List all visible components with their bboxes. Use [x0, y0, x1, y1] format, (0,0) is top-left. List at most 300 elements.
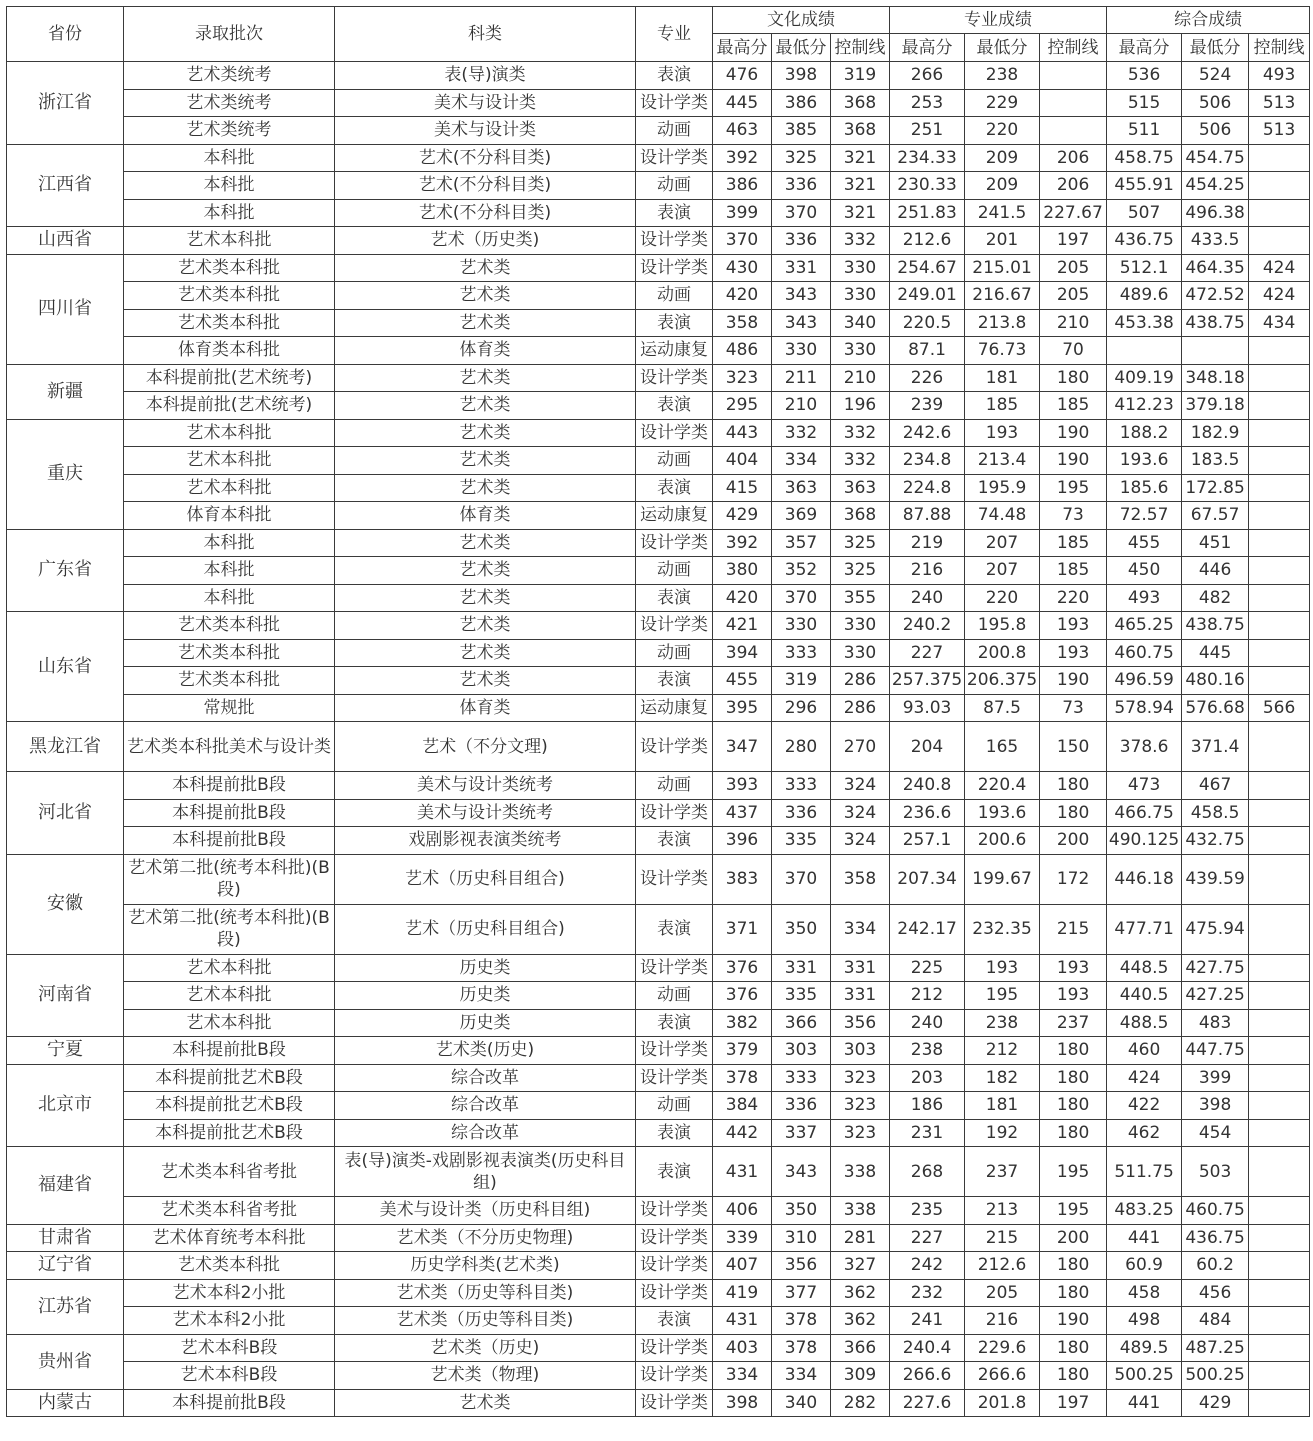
professional-min-cell: 193 — [965, 954, 1040, 982]
culture-max-cell: 398 — [713, 1389, 772, 1417]
professional-control-cell: 193 — [1040, 982, 1107, 1010]
major-cell: 设计学类 — [636, 1334, 713, 1362]
major-cell: 表演 — [636, 667, 713, 695]
professional-control-cell: 180 — [1040, 772, 1107, 800]
culture-min-cell: 211 — [772, 364, 831, 392]
table-row — [7, 474, 1310, 502]
header-composite-max: 最高分 — [1107, 34, 1182, 62]
composite-max-cell: 424 — [1107, 1064, 1182, 1092]
professional-control-cell: 197 — [1040, 1389, 1107, 1417]
professional-min-cell: 238 — [965, 62, 1040, 90]
major-cell: 设计学类 — [636, 254, 713, 282]
category-cell: 体育类 — [335, 337, 636, 365]
table-row — [7, 419, 1310, 447]
category-cell: 艺术（历史科目组合) — [335, 854, 636, 904]
composite-min-cell: 183.5 — [1182, 447, 1249, 475]
culture-max-cell: 443 — [713, 419, 772, 447]
culture-max-cell: 376 — [713, 954, 772, 982]
culture-min-cell: 333 — [772, 772, 831, 800]
major-cell: 表演 — [636, 827, 713, 855]
culture-control-cell: 324 — [831, 799, 890, 827]
province-cell: 浙江省 — [7, 62, 124, 145]
composite-control-cell: 513 — [1249, 117, 1310, 145]
composite-min-cell: 439.59 — [1182, 854, 1249, 904]
professional-control-cell: 180 — [1040, 364, 1107, 392]
professional-max-cell: 186 — [890, 1092, 965, 1120]
culture-min-cell: 210 — [772, 392, 831, 420]
province-cell: 山东省 — [7, 612, 124, 722]
culture-max-cell: 455 — [713, 667, 772, 695]
composite-control-cell — [1249, 1279, 1310, 1307]
major-cell: 设计学类 — [636, 1362, 713, 1390]
culture-control-cell: 321 — [831, 172, 890, 200]
batch-cell: 本科提前批B段 — [124, 827, 335, 855]
professional-min-cell: 216 — [965, 1307, 1040, 1335]
batch-cell: 艺术类本科批 — [124, 667, 335, 695]
batch-cell: 本科提前批艺术B段 — [124, 1092, 335, 1120]
table-row — [7, 1307, 1310, 1335]
composite-max-cell: 578.94 — [1107, 694, 1182, 722]
professional-min-cell: 205 — [965, 1279, 1040, 1307]
composite-min-cell: 451 — [1182, 529, 1249, 557]
table-row — [7, 392, 1310, 420]
composite-max-cell: 511.75 — [1107, 1147, 1182, 1197]
composite-control-cell — [1249, 982, 1310, 1010]
batch-cell: 艺术本科批 — [124, 982, 335, 1010]
header-culture-control: 控制线 — [831, 34, 890, 62]
professional-max-cell: 234.33 — [890, 144, 965, 172]
professional-control-cell: 180 — [1040, 1362, 1107, 1390]
professional-max-cell: 234.8 — [890, 447, 965, 475]
composite-control-cell — [1249, 667, 1310, 695]
major-cell: 设计学类 — [636, 799, 713, 827]
composite-max-cell: 458 — [1107, 1279, 1182, 1307]
province-cell: 安徽 — [7, 854, 124, 954]
professional-min-cell: 76.73 — [965, 337, 1040, 365]
table-row — [7, 529, 1310, 557]
batch-cell: 艺术本科2小批 — [124, 1279, 335, 1307]
professional-control-cell: 180 — [1040, 1279, 1107, 1307]
professional-control-cell: 73 — [1040, 502, 1107, 530]
culture-min-cell: 370 — [772, 584, 831, 612]
culture-max-cell: 407 — [713, 1252, 772, 1280]
professional-max-cell: 240.8 — [890, 772, 965, 800]
culture-max-cell: 394 — [713, 639, 772, 667]
composite-min-cell: 480.16 — [1182, 667, 1249, 695]
category-cell: 历史学科类(艺术类) — [335, 1252, 636, 1280]
composite-max-cell — [1107, 337, 1182, 365]
professional-max-cell: 219 — [890, 529, 965, 557]
composite-control-cell — [1249, 1064, 1310, 1092]
professional-max-cell: 224.8 — [890, 474, 965, 502]
composite-max-cell: 496.59 — [1107, 667, 1182, 695]
category-cell: 艺术类（不分历史物理) — [335, 1224, 636, 1252]
composite-control-cell — [1249, 392, 1310, 420]
professional-max-cell: 266.6 — [890, 1362, 965, 1390]
composite-min-cell: 398 — [1182, 1092, 1249, 1120]
culture-control-cell: 362 — [831, 1279, 890, 1307]
professional-control-cell: 185 — [1040, 557, 1107, 585]
composite-control-cell — [1249, 199, 1310, 227]
composite-max-cell: 473 — [1107, 772, 1182, 800]
table-row — [7, 954, 1310, 982]
culture-max-cell: 486 — [713, 337, 772, 365]
composite-min-cell: 447.75 — [1182, 1037, 1249, 1065]
batch-cell: 本科提前批B段 — [124, 799, 335, 827]
composite-min-cell: 506 — [1182, 89, 1249, 117]
culture-max-cell: 379 — [713, 1037, 772, 1065]
culture-max-cell: 419 — [713, 1279, 772, 1307]
category-cell: 艺术(不分科目类) — [335, 199, 636, 227]
category-cell: 美术与设计类（历史科目组) — [335, 1197, 636, 1225]
composite-control-cell — [1249, 722, 1310, 772]
culture-min-cell: 330 — [772, 612, 831, 640]
culture-control-cell: 334 — [831, 904, 890, 954]
batch-cell: 本科批 — [124, 529, 335, 557]
professional-control-cell: 180 — [1040, 1334, 1107, 1362]
category-cell: 艺术类 — [335, 282, 636, 310]
composite-min-cell: 472.52 — [1182, 282, 1249, 310]
professional-control-cell — [1040, 62, 1107, 90]
culture-min-cell: 343 — [772, 309, 831, 337]
batch-cell: 艺术本科批 — [124, 419, 335, 447]
culture-max-cell: 420 — [713, 584, 772, 612]
table-row — [7, 1092, 1310, 1120]
major-cell: 表演 — [636, 62, 713, 90]
culture-max-cell: 370 — [713, 227, 772, 255]
culture-min-cell: 334 — [772, 447, 831, 475]
culture-min-cell: 370 — [772, 854, 831, 904]
composite-min-cell: 60.2 — [1182, 1252, 1249, 1280]
professional-max-cell: 242.17 — [890, 904, 965, 954]
culture-control-cell: 366 — [831, 1334, 890, 1362]
culture-min-cell: 370 — [772, 199, 831, 227]
professional-max-cell: 266 — [890, 62, 965, 90]
major-cell: 表演 — [636, 1009, 713, 1037]
major-cell: 运动康复 — [636, 502, 713, 530]
category-cell: 表(导)演类 — [335, 62, 636, 90]
professional-control-cell: 190 — [1040, 419, 1107, 447]
composite-control-cell — [1249, 502, 1310, 530]
professional-max-cell: 240 — [890, 1009, 965, 1037]
major-cell: 表演 — [636, 904, 713, 954]
culture-max-cell: 420 — [713, 282, 772, 310]
culture-control-cell: 324 — [831, 827, 890, 855]
composite-control-cell — [1249, 419, 1310, 447]
composite-max-cell: 458.75 — [1107, 144, 1182, 172]
batch-cell: 艺术类本科批 — [124, 309, 335, 337]
composite-max-cell: 466.75 — [1107, 799, 1182, 827]
composite-min-cell: 432.75 — [1182, 827, 1249, 855]
province-cell: 北京市 — [7, 1064, 124, 1147]
professional-control-cell — [1040, 117, 1107, 145]
culture-min-cell: 377 — [772, 1279, 831, 1307]
culture-control-cell: 325 — [831, 529, 890, 557]
table-row — [7, 1147, 1310, 1197]
professional-max-cell: 242 — [890, 1252, 965, 1280]
composite-min-cell: 467 — [1182, 772, 1249, 800]
culture-min-cell: 325 — [772, 144, 831, 172]
culture-max-cell: 382 — [713, 1009, 772, 1037]
major-cell: 设计学类 — [636, 144, 713, 172]
culture-min-cell: 336 — [772, 172, 831, 200]
professional-max-cell: 225 — [890, 954, 965, 982]
professional-min-cell: 192 — [965, 1119, 1040, 1147]
culture-control-cell: 196 — [831, 392, 890, 420]
professional-min-cell: 213.4 — [965, 447, 1040, 475]
professional-min-cell: 238 — [965, 1009, 1040, 1037]
category-cell: 艺术类 — [335, 584, 636, 612]
professional-min-cell: 182 — [965, 1064, 1040, 1092]
composite-max-cell: 440.5 — [1107, 982, 1182, 1010]
table-row — [7, 694, 1310, 722]
culture-min-cell: 356 — [772, 1252, 831, 1280]
composite-control-cell — [1249, 474, 1310, 502]
category-cell: 艺术类（物理) — [335, 1362, 636, 1390]
province-cell: 辽宁省 — [7, 1252, 124, 1280]
professional-max-cell: 251 — [890, 117, 965, 145]
composite-max-cell: 477.71 — [1107, 904, 1182, 954]
culture-max-cell: 404 — [713, 447, 772, 475]
culture-control-cell: 327 — [831, 1252, 890, 1280]
batch-cell: 艺术类本科批 — [124, 282, 335, 310]
composite-control-cell — [1249, 854, 1310, 904]
culture-max-cell: 431 — [713, 1147, 772, 1197]
composite-min-cell: 454 — [1182, 1119, 1249, 1147]
composite-min-cell: 524 — [1182, 62, 1249, 90]
composite-min-cell: 456 — [1182, 1279, 1249, 1307]
batch-cell: 艺术本科批 — [124, 474, 335, 502]
culture-control-cell: 323 — [831, 1064, 890, 1092]
composite-control-cell — [1249, 1362, 1310, 1390]
professional-min-cell: 165 — [965, 722, 1040, 772]
province-cell: 四川省 — [7, 254, 124, 364]
culture-min-cell: 357 — [772, 529, 831, 557]
composite-min-cell: 454.25 — [1182, 172, 1249, 200]
professional-control-cell: 195 — [1040, 1197, 1107, 1225]
batch-cell: 常规批 — [124, 694, 335, 722]
composite-max-cell: 436.75 — [1107, 227, 1182, 255]
professional-control-cell: 193 — [1040, 639, 1107, 667]
composite-control-cell — [1249, 1092, 1310, 1120]
professional-max-cell: 239 — [890, 392, 965, 420]
province-cell: 内蒙古 — [7, 1389, 124, 1417]
professional-max-cell: 251.83 — [890, 199, 965, 227]
table-row — [7, 612, 1310, 640]
culture-max-cell: 463 — [713, 117, 772, 145]
table-row — [7, 447, 1310, 475]
major-cell: 设计学类 — [636, 1224, 713, 1252]
major-cell: 表演 — [636, 1307, 713, 1335]
batch-cell: 艺术体育统考本科批 — [124, 1224, 335, 1252]
composite-control-cell — [1249, 172, 1310, 200]
professional-min-cell: 193.6 — [965, 799, 1040, 827]
professional-min-cell: 200.6 — [965, 827, 1040, 855]
category-cell: 美术与设计类 — [335, 117, 636, 145]
culture-min-cell: 363 — [772, 474, 831, 502]
professional-max-cell: 227.6 — [890, 1389, 965, 1417]
composite-min-cell: 182.9 — [1182, 419, 1249, 447]
category-cell: 历史类 — [335, 1009, 636, 1037]
category-cell: 艺术类(历史) — [335, 1037, 636, 1065]
professional-min-cell: 207 — [965, 529, 1040, 557]
culture-min-cell: 337 — [772, 1119, 831, 1147]
batch-cell: 艺术本科批 — [124, 227, 335, 255]
professional-control-cell: 193 — [1040, 954, 1107, 982]
composite-max-cell: 465.25 — [1107, 612, 1182, 640]
culture-control-cell: 363 — [831, 474, 890, 502]
table-row — [7, 1119, 1310, 1147]
culture-min-cell: 296 — [772, 694, 831, 722]
province-cell: 重庆 — [7, 419, 124, 529]
major-cell: 动画 — [636, 639, 713, 667]
culture-max-cell: 358 — [713, 309, 772, 337]
category-cell: 历史类 — [335, 954, 636, 982]
composite-max-cell: 460.75 — [1107, 639, 1182, 667]
composite-min-cell: 500.25 — [1182, 1362, 1249, 1390]
culture-min-cell: 386 — [772, 89, 831, 117]
composite-min-cell: 458.5 — [1182, 799, 1249, 827]
composite-min-cell: 348.18 — [1182, 364, 1249, 392]
professional-min-cell: 185 — [965, 392, 1040, 420]
table-row — [7, 199, 1310, 227]
culture-max-cell: 295 — [713, 392, 772, 420]
culture-min-cell: 303 — [772, 1037, 831, 1065]
composite-max-cell: 448.5 — [1107, 954, 1182, 982]
composite-max-cell: 498 — [1107, 1307, 1182, 1335]
batch-cell: 艺术类统考 — [124, 89, 335, 117]
culture-control-cell: 330 — [831, 612, 890, 640]
header-category: 科类 — [335, 7, 636, 62]
province-cell: 河南省 — [7, 954, 124, 1037]
culture-control-cell: 270 — [831, 722, 890, 772]
culture-max-cell: 383 — [713, 854, 772, 904]
composite-max-cell: 422 — [1107, 1092, 1182, 1120]
composite-max-cell: 460 — [1107, 1037, 1182, 1065]
culture-control-cell: 286 — [831, 694, 890, 722]
culture-control-cell: 338 — [831, 1147, 890, 1197]
professional-control-cell: 206 — [1040, 172, 1107, 200]
culture-control-cell: 323 — [831, 1092, 890, 1120]
batch-cell: 艺术本科B段 — [124, 1334, 335, 1362]
professional-min-cell: 213.8 — [965, 309, 1040, 337]
culture-control-cell: 210 — [831, 364, 890, 392]
batch-cell: 艺术本科批 — [124, 954, 335, 982]
professional-min-cell: 200.8 — [965, 639, 1040, 667]
culture-min-cell: 280 — [772, 722, 831, 772]
professional-control-cell: 220 — [1040, 584, 1107, 612]
major-cell: 动画 — [636, 172, 713, 200]
batch-cell: 艺术第二批(统考本科批)(B段) — [124, 854, 335, 904]
culture-max-cell: 347 — [713, 722, 772, 772]
professional-control-cell: 227.67 — [1040, 199, 1107, 227]
culture-control-cell: 281 — [831, 1224, 890, 1252]
composite-max-cell: 490.125 — [1107, 827, 1182, 855]
culture-control-cell: 286 — [831, 667, 890, 695]
table-row — [7, 502, 1310, 530]
composite-max-cell: 507 — [1107, 199, 1182, 227]
professional-min-cell: 195.8 — [965, 612, 1040, 640]
composite-max-cell: 412.23 — [1107, 392, 1182, 420]
category-cell: 美术与设计类统考 — [335, 772, 636, 800]
major-cell: 动画 — [636, 557, 713, 585]
professional-control-cell: 180 — [1040, 1092, 1107, 1120]
professional-max-cell: 87.1 — [890, 337, 965, 365]
culture-min-cell: 398 — [772, 62, 831, 90]
culture-min-cell: 331 — [772, 954, 831, 982]
table-row — [7, 982, 1310, 1010]
major-cell: 表演 — [636, 1147, 713, 1197]
major-cell: 动画 — [636, 282, 713, 310]
category-cell: 戏剧影视表演类统考 — [335, 827, 636, 855]
culture-min-cell: 378 — [772, 1334, 831, 1362]
composite-max-cell: 512.1 — [1107, 254, 1182, 282]
batch-cell: 艺术类本科批 — [124, 1252, 335, 1280]
professional-control-cell: 200 — [1040, 827, 1107, 855]
composite-max-cell: 193.6 — [1107, 447, 1182, 475]
category-cell: 艺术类 — [335, 254, 636, 282]
composite-control-cell — [1249, 337, 1310, 365]
professional-min-cell: 220 — [965, 584, 1040, 612]
composite-control-cell — [1249, 447, 1310, 475]
composite-min-cell: 460.75 — [1182, 1197, 1249, 1225]
table-row — [7, 854, 1310, 904]
professional-min-cell: 232.35 — [965, 904, 1040, 954]
professional-control-cell: 206 — [1040, 144, 1107, 172]
professional-min-cell: 209 — [965, 144, 1040, 172]
batch-cell: 本科批 — [124, 199, 335, 227]
table-row — [7, 1064, 1310, 1092]
header-composite-min: 最低分 — [1182, 34, 1249, 62]
culture-min-cell: 369 — [772, 502, 831, 530]
composite-control-cell — [1249, 144, 1310, 172]
batch-cell: 体育本科批 — [124, 502, 335, 530]
professional-max-cell: 227 — [890, 639, 965, 667]
composite-max-cell: 536 — [1107, 62, 1182, 90]
culture-control-cell: 340 — [831, 309, 890, 337]
composite-max-cell: 453.38 — [1107, 309, 1182, 337]
batch-cell: 艺术类本科批 — [124, 254, 335, 282]
professional-control-cell — [1040, 89, 1107, 117]
professional-control-cell: 193 — [1040, 612, 1107, 640]
province-cell: 江苏省 — [7, 1279, 124, 1334]
professional-control-cell: 210 — [1040, 309, 1107, 337]
culture-max-cell: 392 — [713, 144, 772, 172]
culture-max-cell: 437 — [713, 799, 772, 827]
professional-min-cell: 74.48 — [965, 502, 1040, 530]
culture-max-cell: 430 — [713, 254, 772, 282]
header-professional-max: 最高分 — [890, 34, 965, 62]
composite-max-cell: 455.91 — [1107, 172, 1182, 200]
culture-control-cell: 332 — [831, 227, 890, 255]
composite-control-cell — [1249, 1252, 1310, 1280]
culture-min-cell: 385 — [772, 117, 831, 145]
composite-control-cell — [1249, 1119, 1310, 1147]
composite-control-cell: 513 — [1249, 89, 1310, 117]
composite-min-cell: 503 — [1182, 1147, 1249, 1197]
province-cell: 福建省 — [7, 1147, 124, 1225]
culture-control-cell: 282 — [831, 1389, 890, 1417]
culture-max-cell: 396 — [713, 827, 772, 855]
professional-min-cell: 212 — [965, 1037, 1040, 1065]
composite-control-cell — [1249, 639, 1310, 667]
major-cell: 设计学类 — [636, 1389, 713, 1417]
professional-control-cell: 180 — [1040, 799, 1107, 827]
culture-control-cell: 362 — [831, 1307, 890, 1335]
major-cell: 设计学类 — [636, 954, 713, 982]
professional-control-cell: 205 — [1040, 282, 1107, 310]
composite-max-cell: 441 — [1107, 1389, 1182, 1417]
